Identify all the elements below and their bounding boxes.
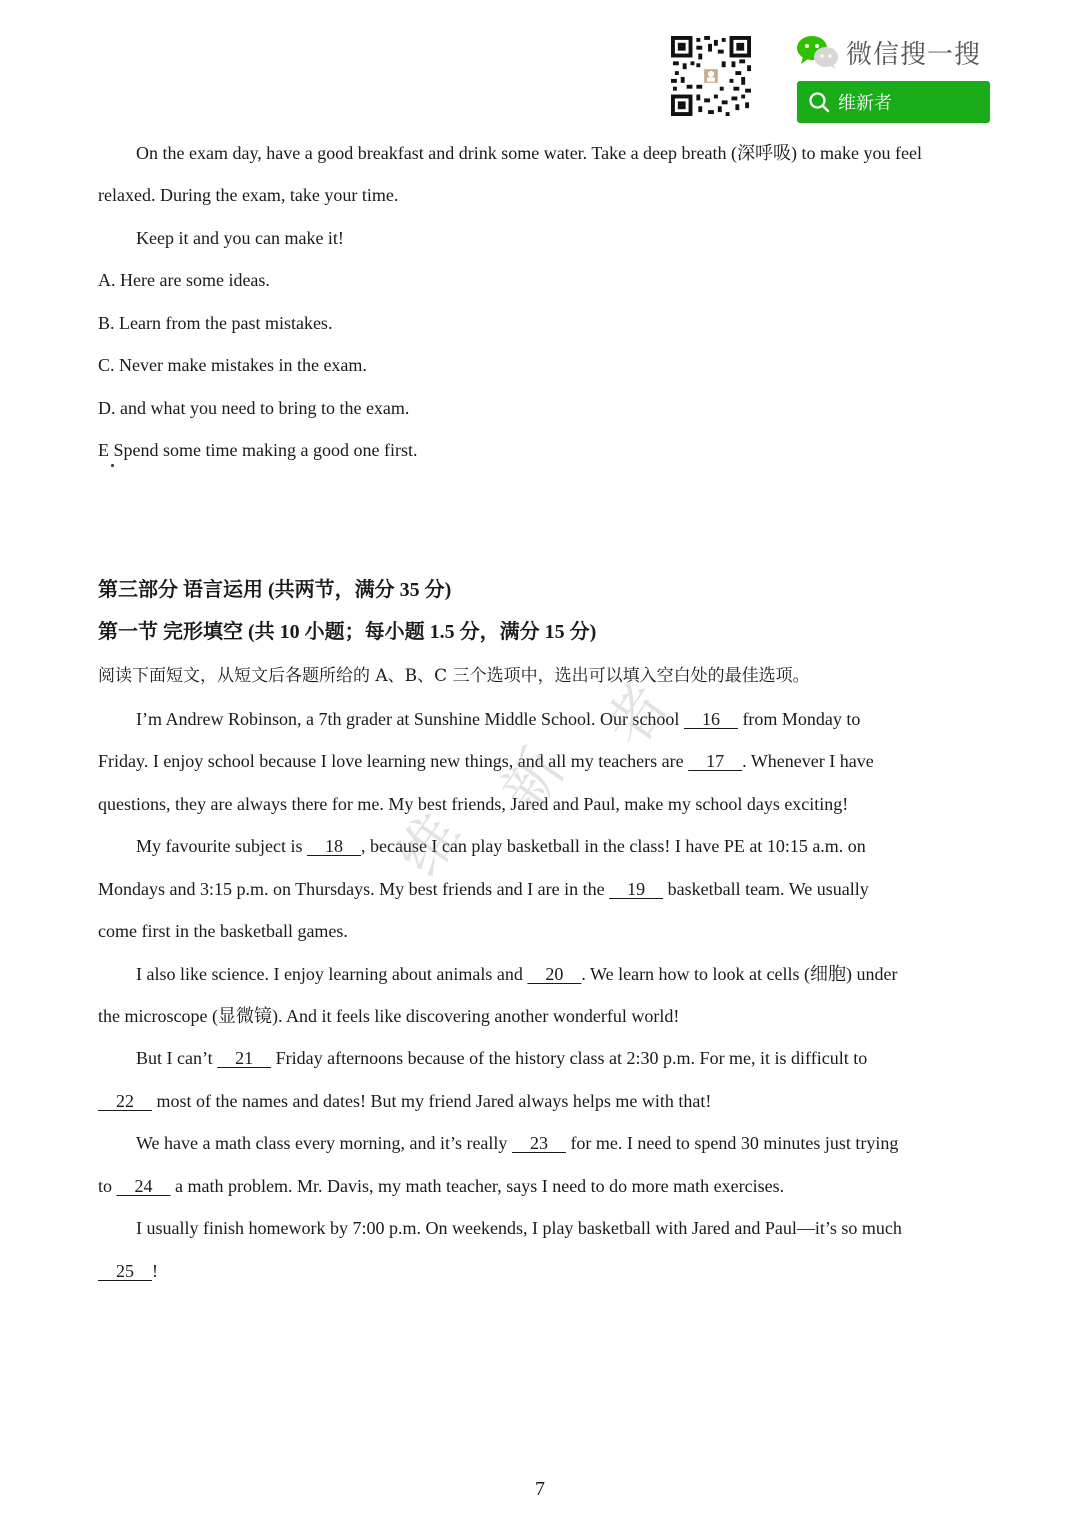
wechat-search-header [796, 32, 981, 72]
cloze-line [136, 834, 866, 858]
blank-25: 25 [98, 1261, 152, 1281]
blank-22: 22 [98, 1091, 152, 1111]
text-run: basketball team. We usually [663, 879, 869, 899]
text-run: My favourite subject is [136, 836, 307, 856]
cloze-line [136, 962, 898, 986]
cloze-line: I usually finish homework by 7:00 p.m. On weekends, I play basketball with Jared and Paul—it’s so much [136, 1218, 902, 1238]
blank-24: 24 [116, 1176, 171, 1196]
paragraph-line: Keep it and you can make it! [136, 228, 344, 248]
text-run: We have a math class every morning, and it’s really [136, 1133, 512, 1153]
wechat-logo-icon [796, 34, 840, 70]
cloze-line: questions, they are always there for me. My best friends, Jared and Paul, make my school days exciting! [98, 794, 849, 814]
instruction-text: 阅读下面短文，从短文后各题所给的 A、B、C 三个选项中，选出可以填入空白处的最佳选项。 [98, 666, 810, 686]
cloze-line [98, 1089, 711, 1113]
text-run: Friday afternoons because of the history class at 2:30 p.m. For me, it is difficult to [271, 1048, 868, 1068]
search-button[interactable] [797, 81, 990, 123]
search-query-label: 维新者 [838, 93, 892, 114]
text-run: for me. I need to spend 30 minutes just trying [565, 1133, 899, 1153]
wechat-search-title: 微信搜一搜 [846, 39, 982, 70]
option-a: A. Here are some ideas. [98, 270, 270, 290]
watermark-char: 者 [592, 671, 682, 759]
watermark-char: 维 [384, 801, 474, 889]
cloze-line [136, 1131, 898, 1155]
paragraph-line: On the exam day, have a good breakfast and drink some water. Take a deep breath (深呼吸) to make you feel [136, 143, 922, 163]
subsection-title: 第一节 完形填空 (共 10 小题；每小题 1.5 分，满分 15 分) [98, 621, 597, 643]
text-run: . We learn how to look at cells (细胞) under [581, 964, 898, 984]
blank-17: 17 [688, 751, 743, 771]
cloze-line [98, 1174, 784, 1198]
cloze-line [136, 707, 860, 731]
cloze-line: come first in the basketball games. [98, 921, 348, 941]
cloze-line [98, 1259, 158, 1283]
option-e: E Spend some time making a good one first. [98, 440, 418, 460]
text-run: I’m Andrew Robinson, a 7th grader at Sunshine Middle School. Our school [136, 709, 684, 729]
blank-23: 23 [511, 1133, 566, 1153]
text-run: But I can’t [136, 1048, 218, 1068]
cloze-line [98, 877, 869, 901]
text-run: a math problem. Mr. Davis, my math teacher, says I need to do more math exercises. [170, 1176, 785, 1196]
blank-19: 19 [609, 879, 664, 899]
text-run: to [98, 1176, 117, 1196]
text-run: most of the names and dates! But my friend Jared always helps me with that! [152, 1091, 712, 1111]
text-run: Friday. I enjoy school because I love learning new things, and all my teachers are [98, 751, 689, 771]
blank-20: 20 [527, 964, 582, 984]
option-c: C. Never make mistakes in the exam. [98, 355, 367, 375]
blank-16: 16 [683, 709, 738, 729]
cloze-line: the microscope (显微镜). And it feels like discovering another wonderful world! [98, 1006, 680, 1026]
text-run: I also like science. I enjoy learning about animals and [136, 964, 528, 984]
blank-18: 18 [306, 836, 361, 856]
qr-code-icon [670, 36, 752, 116]
text-run: ! [152, 1261, 158, 1281]
watermark-char: 新 [488, 736, 578, 824]
blank-21: 21 [217, 1048, 272, 1068]
cloze-line [98, 749, 874, 773]
page-number: 7 [535, 1478, 545, 1500]
text-run: from Monday to [737, 709, 861, 729]
paragraph-line: relaxed. During the exam, take your time. [98, 185, 399, 205]
text-run: Mondays and 3:15 p.m. on Thursdays. My best friends and I are in the [98, 879, 610, 899]
text-run: , because I can play basketball in the class! I have PE at 10:15 a.m. on [360, 836, 866, 856]
text-run: . Whenever I have [742, 751, 874, 771]
stray-dot [111, 464, 114, 467]
section-title: 第三部分 语言运用 (共两节，满分 35 分) [98, 579, 452, 601]
search-icon [808, 91, 830, 113]
cloze-line [136, 1046, 867, 1070]
option-d: D. and what you need to bring to the exam. [98, 398, 410, 418]
option-b: B. Learn from the past mistakes. [98, 313, 333, 333]
